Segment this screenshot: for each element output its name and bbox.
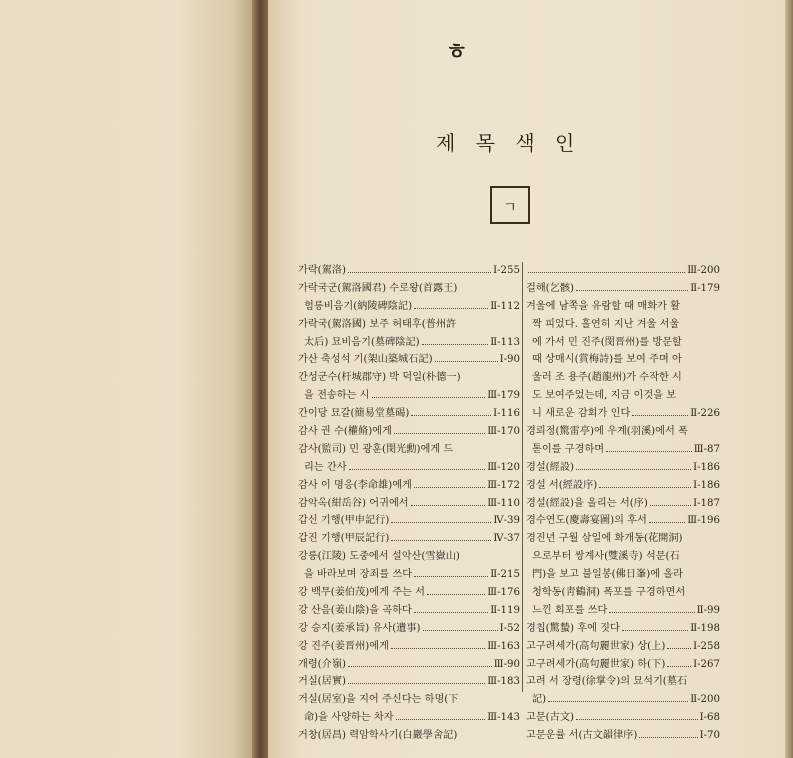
entry-title: 경설(經設)을 올리는 서(序) bbox=[526, 497, 648, 509]
index-entry bbox=[298, 369, 520, 387]
entry-title: 거실(居實) bbox=[298, 676, 347, 688]
page-reference: Ⅰ-52 bbox=[499, 622, 520, 634]
index-entry bbox=[526, 530, 720, 548]
entry-title: 命)을 사양하는 차자 bbox=[304, 712, 394, 724]
page-reference: Ⅰ-116 bbox=[493, 408, 520, 420]
dot-leader bbox=[348, 272, 491, 273]
entry-title: 짝 피었다. 홀연히 지난 겨울 서울 bbox=[532, 318, 680, 330]
index-entry bbox=[526, 459, 720, 477]
index-entry bbox=[298, 602, 520, 620]
index-entry bbox=[298, 387, 520, 405]
dot-leader bbox=[427, 594, 485, 595]
page-reference: Ⅰ-68 bbox=[699, 712, 720, 724]
entry-title: 거창(居昌) 력암학사기(白巖學舍記) bbox=[298, 730, 458, 742]
page-reference: Ⅳ-39 bbox=[493, 515, 520, 527]
index-entry bbox=[526, 423, 720, 441]
dot-leader bbox=[391, 522, 491, 523]
index-entry bbox=[526, 477, 720, 495]
entry-title: 겨울에 남쪽을 유람할 때 매화가 활 bbox=[526, 300, 680, 312]
dot-leader bbox=[396, 719, 486, 720]
entry-title: 고구려세가(高句麗世家) 상(上) bbox=[526, 640, 666, 652]
dot-leader bbox=[528, 272, 685, 273]
page-reference: Ⅱ-99 bbox=[696, 604, 720, 616]
entry-title: 경설(經設) bbox=[526, 461, 575, 473]
index-entry bbox=[298, 727, 520, 745]
index-entry bbox=[526, 602, 720, 620]
page-edge bbox=[785, 0, 793, 758]
index-entry bbox=[526, 566, 720, 584]
entry-title: 경칩(驚蟄) 후에 짓다 bbox=[526, 622, 620, 634]
dot-leader bbox=[667, 648, 691, 649]
page-reference: Ⅱ-198 bbox=[690, 622, 720, 634]
page-reference: Ⅰ-255 bbox=[493, 265, 520, 276]
page-reference: Ⅱ-119 bbox=[490, 604, 520, 616]
entry-title: 감사(監司) 민 광훈(閔光勳)에게 드 bbox=[298, 443, 454, 455]
index-entry bbox=[298, 495, 520, 513]
entry-title: 경설 서(經設序) bbox=[526, 479, 598, 491]
page-reference: Ⅲ-200 bbox=[687, 265, 720, 276]
entry-title: 강 진주(姜晋州)에게 bbox=[298, 640, 389, 652]
dot-leader bbox=[348, 666, 492, 667]
entry-title: 감사 권 수(權脩)에게 bbox=[298, 426, 392, 438]
page-reference: Ⅲ-172 bbox=[487, 479, 520, 491]
page-reference: Ⅱ-215 bbox=[490, 569, 520, 581]
dot-leader bbox=[423, 630, 498, 631]
page-reference: Ⅲ-143 bbox=[487, 712, 520, 724]
index-entry bbox=[298, 512, 520, 530]
entry-title: 도 보여주었는데, 지금 이것을 보 bbox=[532, 390, 677, 402]
index-entry bbox=[526, 369, 720, 387]
index-entry bbox=[526, 584, 720, 602]
entry-title: 감사 이 명응(李命雄)에게 bbox=[298, 479, 412, 491]
index-entry bbox=[298, 441, 520, 459]
dot-leader bbox=[414, 576, 488, 577]
page-reference: Ⅰ-258 bbox=[693, 640, 720, 652]
index-entry bbox=[298, 584, 520, 602]
dot-leader bbox=[414, 308, 488, 309]
dot-leader bbox=[411, 505, 486, 506]
index-entry bbox=[298, 405, 520, 423]
page-reference: Ⅲ-120 bbox=[487, 461, 520, 473]
entry-title: 記) bbox=[532, 694, 547, 706]
dot-leader bbox=[632, 415, 688, 416]
index-entry bbox=[526, 673, 720, 691]
index-entry bbox=[526, 334, 720, 352]
index-entry bbox=[298, 566, 520, 584]
dot-leader bbox=[548, 701, 688, 702]
dot-leader bbox=[576, 290, 688, 291]
page-reference: Ⅱ-113 bbox=[490, 336, 520, 348]
dot-leader bbox=[649, 522, 685, 523]
entry-title: 톧이를 구경하며 bbox=[532, 443, 605, 455]
index-entry bbox=[526, 691, 720, 709]
page-reference: Ⅳ-37 bbox=[493, 533, 520, 545]
index-entry bbox=[526, 387, 720, 405]
index-entry bbox=[526, 495, 720, 513]
entry-title: 경수연도(慶壽宴圖)의 후서 bbox=[526, 515, 647, 527]
page-reference: Ⅲ-87 bbox=[693, 443, 720, 455]
entry-title: 개령(介嶺) bbox=[298, 658, 347, 670]
dot-leader bbox=[411, 415, 491, 416]
index-column-right bbox=[526, 262, 720, 745]
index-column-left bbox=[298, 262, 520, 745]
dot-leader bbox=[435, 361, 498, 362]
index-entry bbox=[526, 441, 720, 459]
entry-title: 가락국(駕洛國) 보주 허태후(普州許 bbox=[298, 318, 457, 330]
index-entry bbox=[298, 548, 520, 566]
page-reference: Ⅰ-186 bbox=[693, 461, 720, 473]
index-entry bbox=[526, 351, 720, 369]
entry-title: 울러 조 용주(趙龍州)가 수작한 시 bbox=[532, 372, 682, 384]
entry-title: 고문운률 서(古文韻律序) bbox=[526, 730, 638, 742]
index-entry bbox=[298, 280, 520, 298]
entry-title: 강 백무(姜伯茂)에게 주는 서 bbox=[298, 587, 425, 599]
page-reference: Ⅰ-267 bbox=[693, 658, 720, 670]
entry-title: 가락(駕洛) bbox=[298, 265, 347, 276]
index-entry bbox=[526, 262, 720, 280]
section-header-box bbox=[490, 186, 530, 224]
dot-leader bbox=[599, 487, 691, 488]
index-entry bbox=[526, 280, 720, 298]
left-page bbox=[0, 0, 255, 758]
index-entry bbox=[298, 620, 520, 638]
page-mark: ㅎ bbox=[446, 39, 468, 65]
entry-title: 경진년 구월 삼일에 화개동(花開洞) bbox=[526, 533, 683, 545]
page-reference: Ⅱ-200 bbox=[690, 694, 720, 706]
dot-leader bbox=[414, 612, 488, 613]
entry-title: 에 가서 민 진주(閔晋州)를 방문할 bbox=[532, 336, 682, 348]
index-entry bbox=[526, 638, 720, 656]
entry-title: 을 전송하는 시 bbox=[304, 390, 370, 402]
index-entry bbox=[526, 727, 720, 745]
entry-title: 리는 간사 bbox=[304, 461, 347, 473]
page-reference: Ⅰ-90 bbox=[499, 354, 520, 366]
index-entry bbox=[298, 477, 520, 495]
page-reference: Ⅲ-170 bbox=[487, 426, 520, 438]
entry-title: 간성군수(杆城郡守) 박 덕일(朴德一) bbox=[298, 372, 461, 384]
dot-leader bbox=[391, 648, 485, 649]
index-entry bbox=[526, 298, 720, 316]
index-entry bbox=[298, 459, 520, 477]
index-entry bbox=[298, 673, 520, 691]
entry-title: 고구려세가(高句麗世家) 하(下) bbox=[526, 658, 666, 670]
index-entry bbox=[298, 351, 520, 369]
column-divider bbox=[522, 262, 523, 692]
page-reference: Ⅲ-196 bbox=[687, 515, 720, 527]
entry-title: 太后) 묘비음기(墓碑陰記) bbox=[304, 336, 420, 348]
entry-title: 간이당 묘갈(簡易堂墓碣) bbox=[298, 408, 410, 420]
entry-title: 때 상매시(賞梅詩)를 보여 주며 아 bbox=[532, 354, 682, 366]
index-entry bbox=[298, 530, 520, 548]
entry-title: 門)을 보고 불일봉(佛日峯)에 올라 bbox=[532, 569, 683, 581]
entry-title: 고문(古文) bbox=[526, 712, 575, 724]
entry-title: 거실(居室)을 지어 주신다는 하명(下 bbox=[298, 694, 459, 706]
page-reference: Ⅲ-179 bbox=[487, 390, 520, 402]
entry-title: 가산 축성석 기(架山築城石記) bbox=[298, 354, 433, 366]
entry-title: 갑진 기행(甲辰記行) bbox=[298, 533, 390, 545]
dot-leader bbox=[639, 737, 697, 738]
dot-leader bbox=[609, 612, 694, 613]
entry-title: 갑신 기행(甲申記行) bbox=[298, 515, 390, 527]
entry-title: 험릉비음기(納陵碑陰記) bbox=[304, 300, 413, 312]
page-reference: Ⅰ-186 bbox=[693, 479, 720, 491]
dot-leader bbox=[391, 540, 491, 541]
right-page bbox=[268, 0, 793, 758]
index-entry bbox=[526, 709, 720, 727]
dot-leader bbox=[650, 505, 691, 506]
entry-title: 으로부터 쌍계사(雙溪寺) 석문(石 bbox=[532, 551, 680, 563]
index-entry bbox=[298, 423, 520, 441]
entry-title: 을 바라보며 장죄를 쓰다 bbox=[304, 569, 413, 581]
entry-title: 강 승지(姜承旨) 유사(遺事) bbox=[298, 622, 421, 634]
index-entry bbox=[298, 298, 520, 316]
page-reference: Ⅰ-70 bbox=[699, 730, 720, 742]
entry-title: 가락국군(駕洛國君) 수로왕(首露王) bbox=[298, 282, 458, 294]
index-entry bbox=[526, 405, 720, 423]
page-reference: Ⅲ-183 bbox=[487, 676, 520, 688]
dot-leader bbox=[414, 487, 485, 488]
entry-title: 강 산음(姜山陰)을 곡하다 bbox=[298, 604, 412, 616]
dot-leader bbox=[349, 469, 486, 470]
entry-title: 느낀 회포를 쓰다 bbox=[532, 604, 608, 616]
page-reference: Ⅱ-179 bbox=[690, 282, 720, 294]
index-entry bbox=[526, 548, 720, 566]
dot-leader bbox=[422, 344, 489, 345]
entry-title: 청학동(靑鶴洞) 폭포를 구경하면서 bbox=[532, 587, 686, 599]
entry-title: 감악옥(紺岳谷) 어귀에서 bbox=[298, 497, 409, 509]
page-reference: Ⅲ-110 bbox=[487, 497, 520, 509]
entry-title: 니 새로운 감회가 인다 bbox=[532, 408, 631, 420]
index-entry bbox=[526, 620, 720, 638]
index-entry bbox=[298, 334, 520, 352]
index-entry bbox=[298, 638, 520, 656]
dot-leader bbox=[622, 630, 688, 631]
dot-leader bbox=[576, 469, 691, 470]
entry-title: 강릉(江陵) 도중에서 설악산(雪嶽山) bbox=[298, 551, 460, 563]
dot-leader bbox=[348, 683, 485, 684]
page-reference: Ⅱ-112 bbox=[490, 300, 520, 312]
index-entry bbox=[298, 691, 520, 709]
entry-title: 경뢰정(驚雷亭)에 우계(羽溪)에서 폭 bbox=[526, 426, 688, 438]
dot-leader bbox=[576, 719, 698, 720]
index-entry bbox=[298, 262, 520, 280]
index-entry bbox=[526, 316, 720, 334]
index-entry bbox=[298, 709, 520, 727]
dot-leader bbox=[394, 433, 485, 434]
index-entry bbox=[298, 316, 520, 334]
index-entry bbox=[526, 512, 720, 530]
page-reference: Ⅱ-226 bbox=[690, 408, 720, 420]
entry-title: 고려 서 장령(徐掌令)의 묘석기(墓石 bbox=[526, 676, 688, 688]
page-reference: Ⅰ-187 bbox=[693, 497, 720, 509]
page-reference: Ⅲ-176 bbox=[487, 587, 520, 599]
section-letter: ㄱ bbox=[503, 200, 517, 216]
page-title: 제 목 색 인 bbox=[436, 131, 582, 155]
page-reference: Ⅲ-90 bbox=[493, 658, 520, 670]
page-reference: Ⅲ-163 bbox=[487, 640, 520, 652]
dot-leader bbox=[667, 666, 691, 667]
dot-leader bbox=[606, 451, 692, 452]
index-entry bbox=[298, 656, 520, 674]
entry-title: 걸해(乞骸) bbox=[526, 282, 575, 294]
dot-leader bbox=[372, 397, 486, 398]
index-entry bbox=[526, 656, 720, 674]
